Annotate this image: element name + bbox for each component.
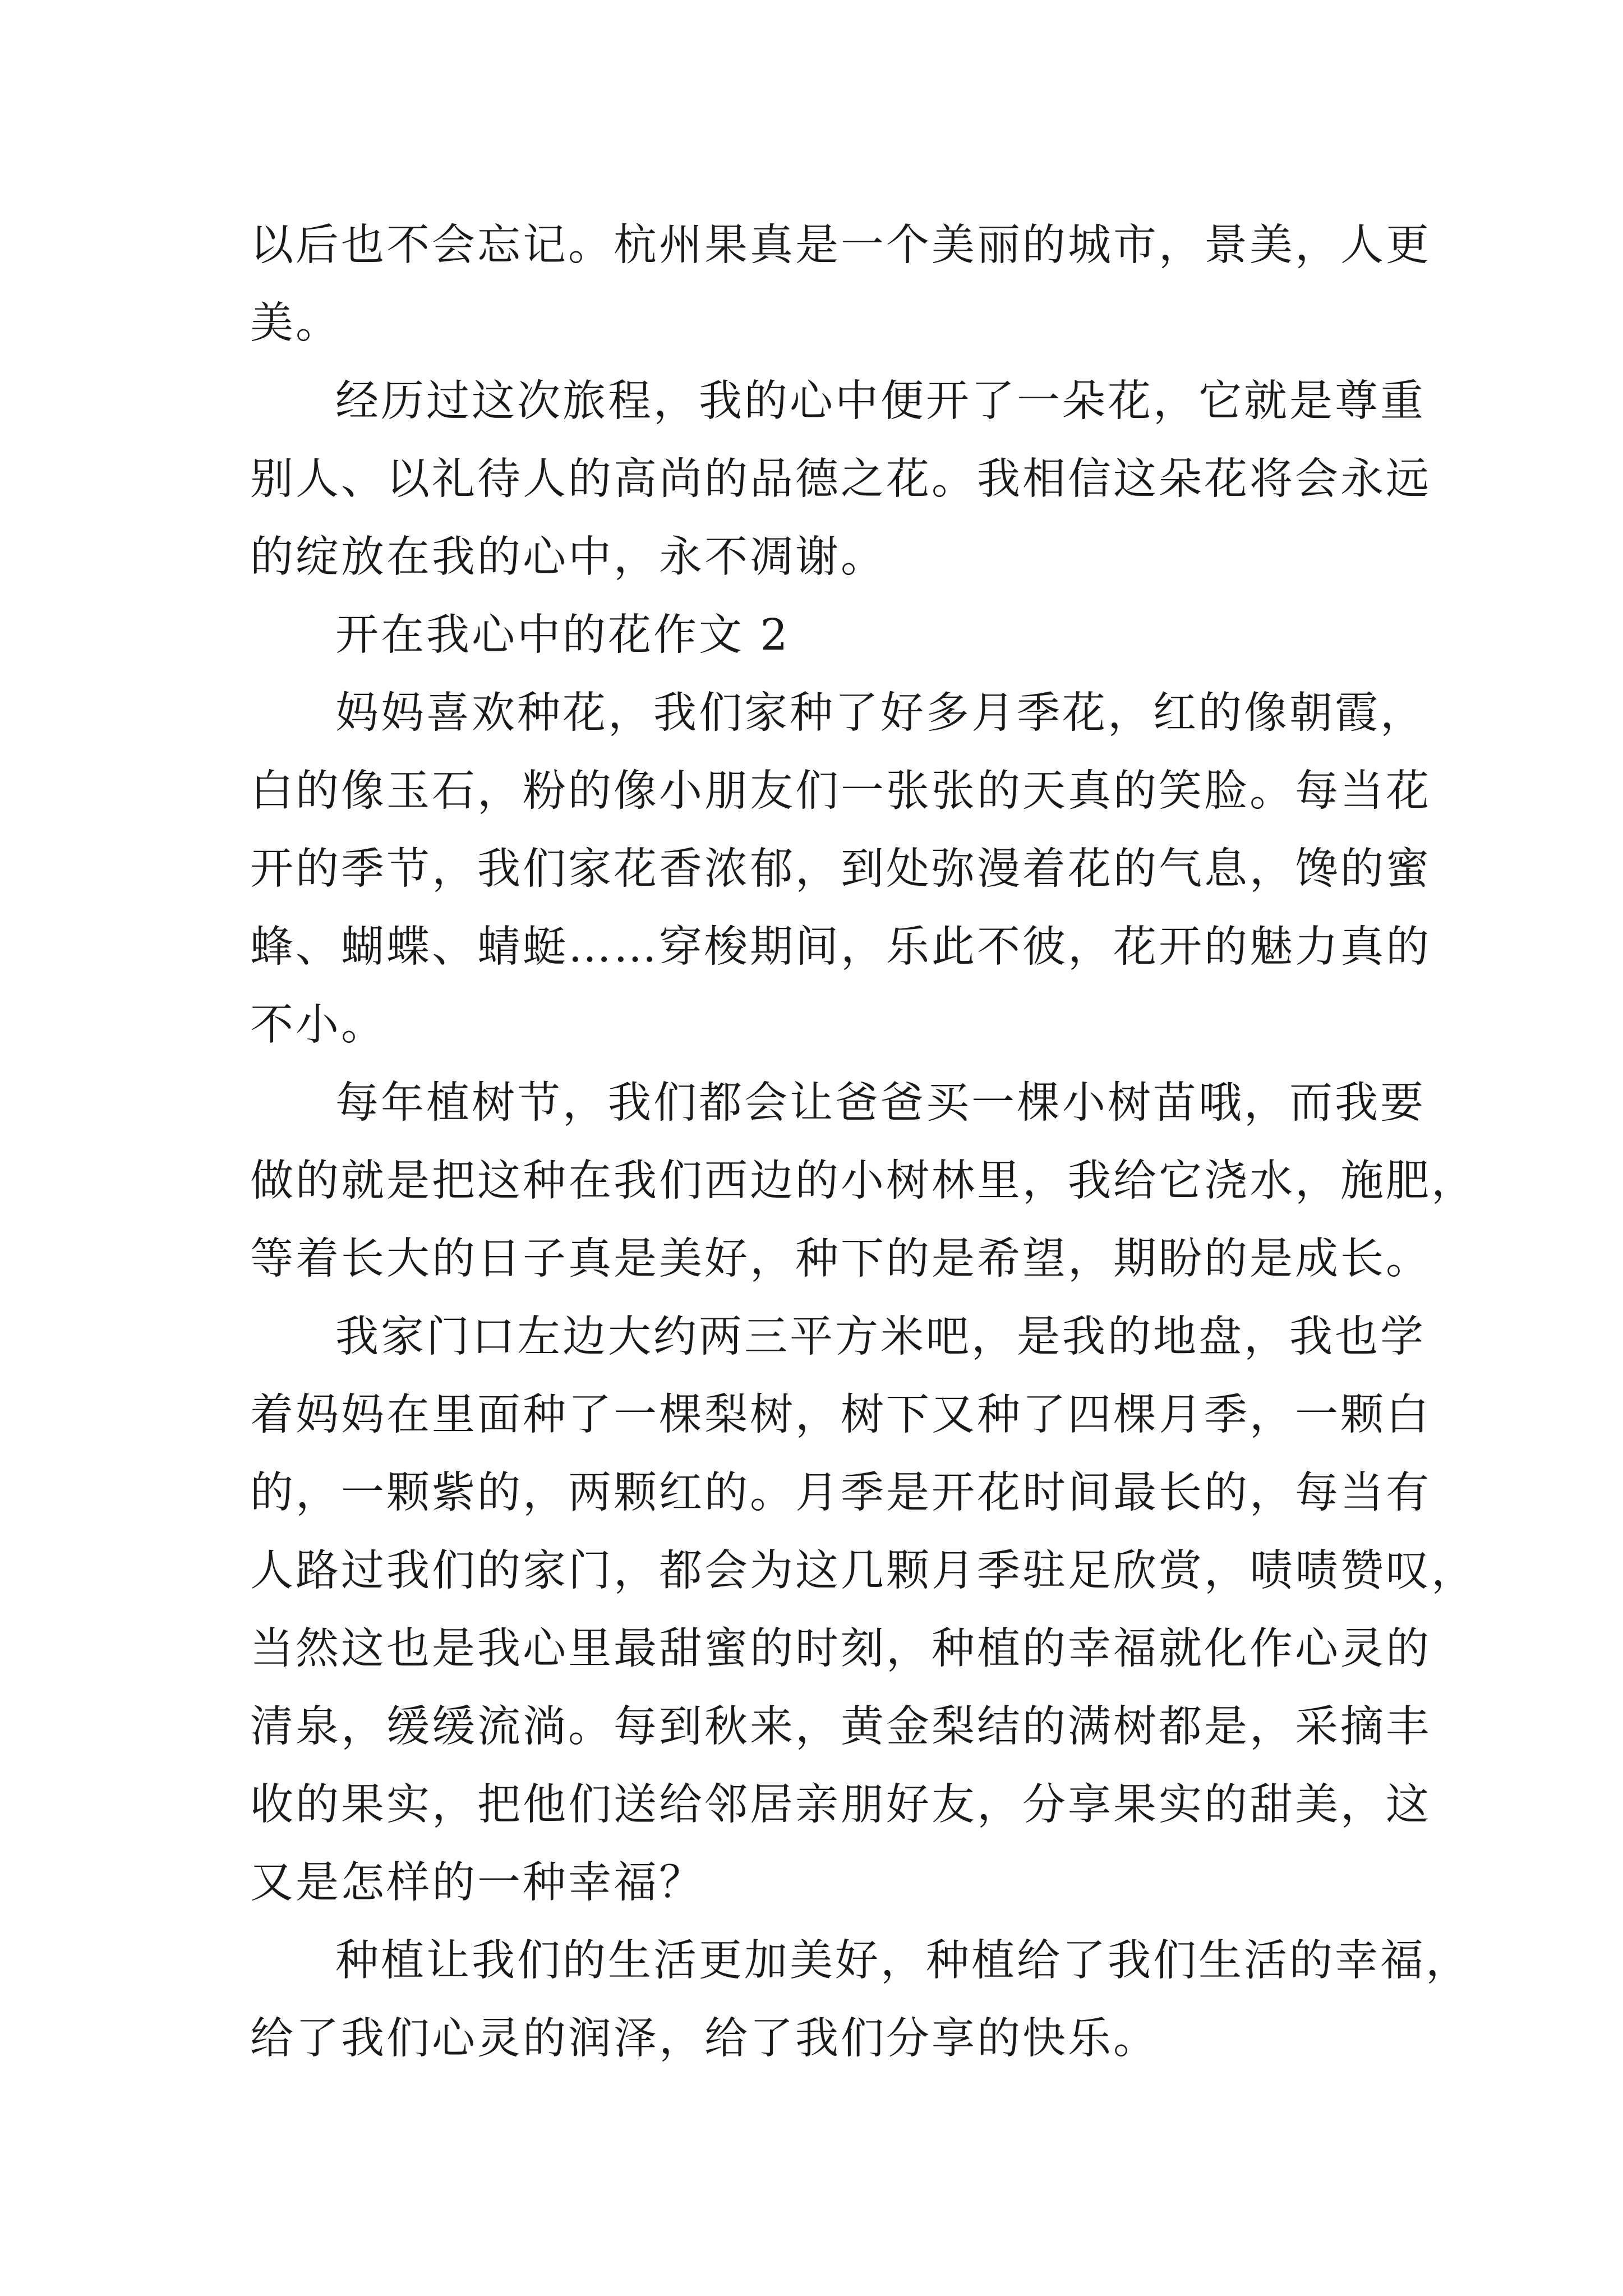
text-line: 蜂、蝴蝶、蜻蜓……穿梭期间，乐此不彼，花开的魅力真的 [250, 922, 1431, 972]
text-line: 收的果实，把他们送给邻居亲朋好友，分享果实的甜美，这 [250, 1780, 1431, 1830]
text-line: 着妈妈在里面种了一棵梨树，树下又种了四棵月季，一颗白 [250, 1390, 1431, 1440]
body-text [250, 206, 1477, 2078]
text-line: 做的就是把这种在我们西边的小树林里，我给它浇水，施肥， [250, 1156, 1477, 1206]
text-line: 的绽放在我的心中，永不凋谢。 [250, 532, 886, 582]
text-line: 给了我们心灵的润泽，给了我们分享的快乐。 [250, 2014, 1159, 2064]
text-line: 以后也不会忘记。杭州果真是一个美丽的城市，景美，人更 [250, 220, 1431, 270]
text-line: 当然这也是我心里最甜蜜的时刻，种植的幸福就化作心灵的 [250, 1624, 1431, 1674]
paragraph-first-line: 妈妈喜欢种花，我们家种了好多月季花，红的像朝霞， [335, 688, 1426, 738]
text-line: 白的像玉石，粉的像小朋友们一张张的天真的笑脸。每当花 [250, 766, 1431, 816]
paragraph-first-line: 经历过这次旅程，我的心中便开了一朵花，它就是尊重 [335, 376, 1426, 426]
text-line: 别人、以礼待人的高尚的品德之花。我相信这朵花将会永远 [250, 454, 1431, 504]
text-line: 又是怎样的一种幸福？ [250, 1858, 704, 1908]
text-line: 的，一颗紫的，两颗红的。月季是开花时间最长的，每当有 [250, 1468, 1431, 1518]
paragraph-first-line: 每年植树节，我们都会让爸爸买一棵小树苗哦，而我要 [335, 1078, 1426, 1128]
text-line: 开的季节，我们家花香浓郁，到处弥漫着花的气息，馋的蜜 [250, 844, 1431, 894]
text-line: 人路过我们的家门，都会为这几颗月季驻足欣赏，啧啧赞叹， [250, 1546, 1477, 1596]
text-line: 清泉，缓缓流淌。每到秋来，黄金梨结的满树都是，采摘丰 [250, 1702, 1431, 1752]
text-line: 美。 [250, 298, 341, 348]
paragraph-first-line: 我家门口左边大约两三平方米吧，是我的地盘，我也学 [335, 1312, 1426, 1362]
text-line: 不小。 [250, 1000, 386, 1050]
paragraph-first-line: 种植让我们的生活更加美好，种植给了我们生活的幸福， [335, 1936, 1471, 1986]
section-heading: 开在我心中的花作文 2 [335, 610, 790, 660]
text-line: 等着长大的日子真是美好，种下的是希望，期盼的是成长。 [250, 1234, 1431, 1284]
